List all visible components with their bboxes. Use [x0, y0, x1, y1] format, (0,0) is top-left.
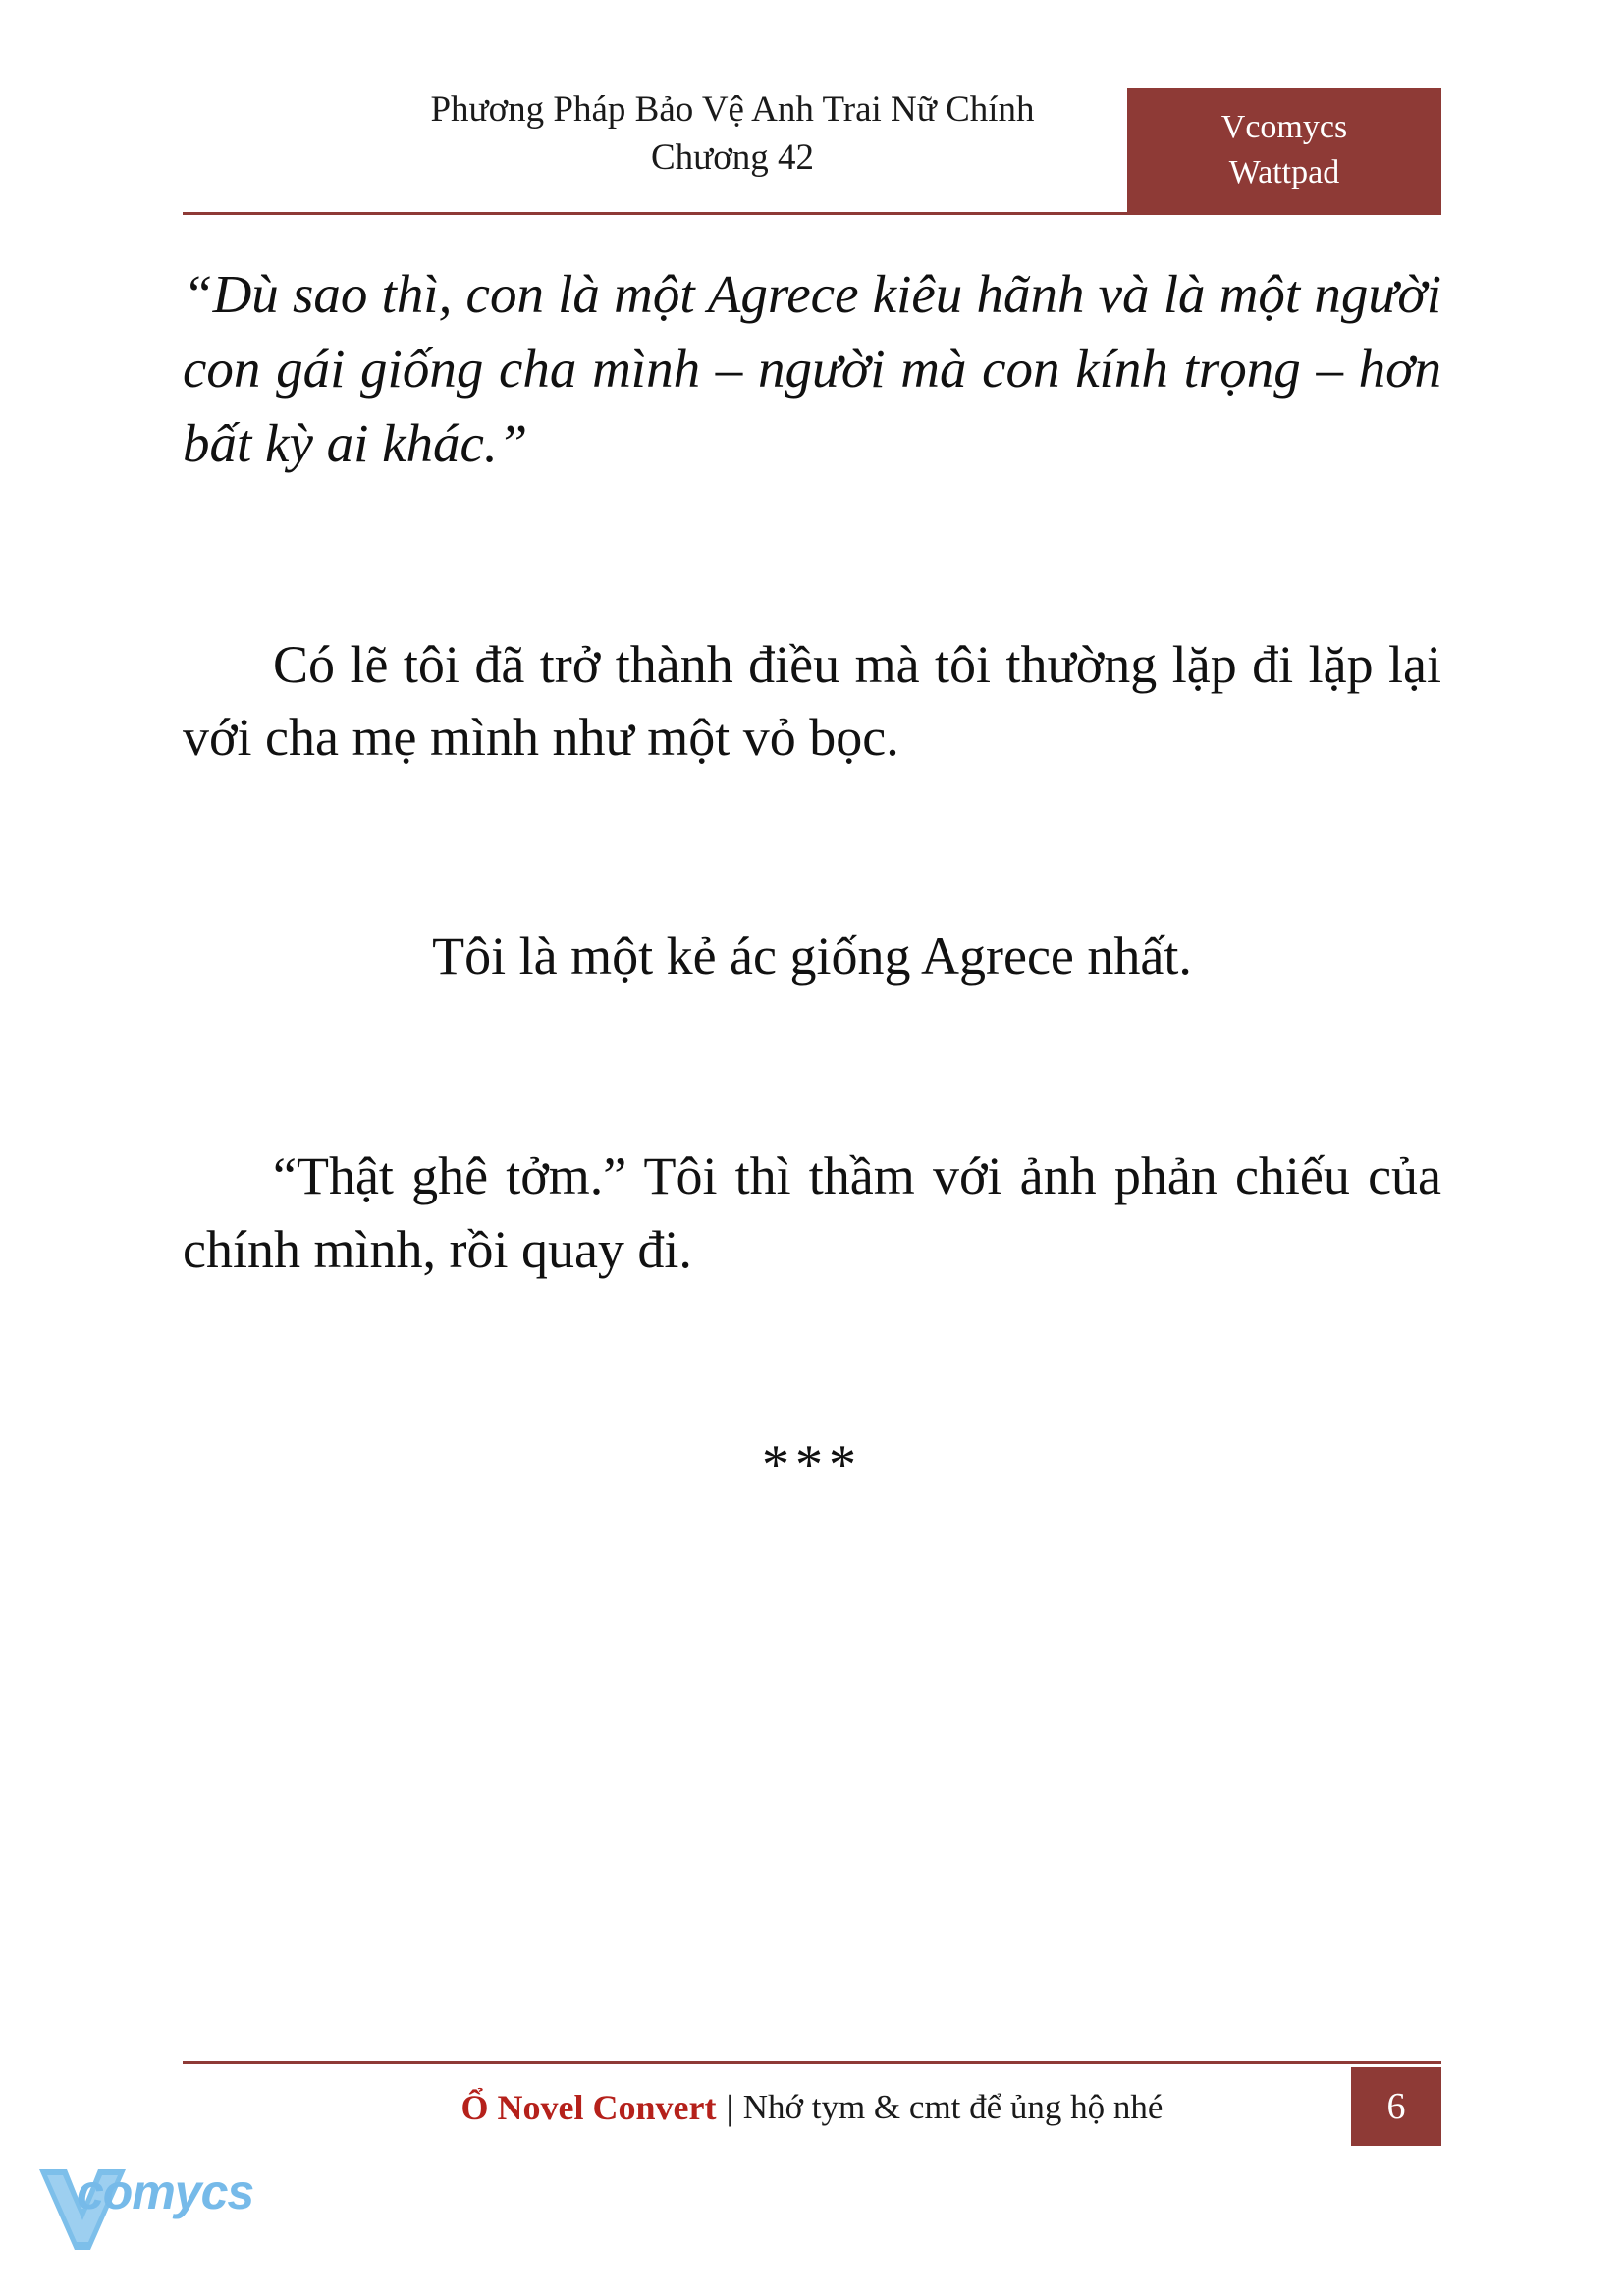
paragraph-dialogue: “Thật ghê tởm.” Tôi thì thầm với ảnh phản chiếu của chính mình, rồi quay đi. [183, 1147, 1441, 1279]
header-badge-line-2: Wattpad [1228, 154, 1340, 190]
footer-separator: | [726, 2088, 733, 2127]
page-header [183, 86, 1441, 214]
page-number-badge: 6 [1351, 2067, 1441, 2146]
header-badge-line-1: Vcomycs [1220, 109, 1348, 146]
paragraph-spacer [183, 1286, 1441, 1433]
paragraph-narration-1: Có lẽ tôi đã trở thành điều mà tôi thường lặp đi lặp lại với cha mẹ mình như một vỏ bọc. [183, 634, 1441, 768]
footer-divider [183, 2061, 1441, 2064]
footer-brand: Ổ Novel Convert [460, 2088, 717, 2127]
watermark-text: comycs [77, 2164, 254, 2219]
paragraph-spacer [183, 992, 1441, 1140]
header-divider [183, 212, 1441, 215]
scene-break: *** [762, 1434, 862, 1496]
page-footer [183, 2061, 1441, 2160]
header-title [183, 86, 1282, 183]
paragraph-spacer [183, 774, 1441, 920]
footer-content [183, 2069, 1441, 2146]
paragraph-quote: “Dù sao thì, con là một Agrece kiêu hãnh và là một người con gái giống cha mình – người mà con kính trọng – hơn bất kỳ ai khác.” [183, 264, 1441, 473]
paragraph-narration-2: Tôi là một kẻ ác giống Agrece nhất. [432, 926, 1192, 986]
vcomycs-watermark-logo [33, 2156, 259, 2264]
header-source-badge [1127, 88, 1441, 212]
header-title-line-2: Chương 42 [650, 136, 815, 178]
footer-note: Nhớ tym & cmt để ủng hộ nhé [742, 2088, 1164, 2126]
paragraph-spacer [183, 481, 1441, 628]
page-body [183, 257, 1441, 1496]
header-title-line-1: Phương Pháp Bảo Vệ Anh Trai Nữ Chính [430, 89, 1035, 130]
